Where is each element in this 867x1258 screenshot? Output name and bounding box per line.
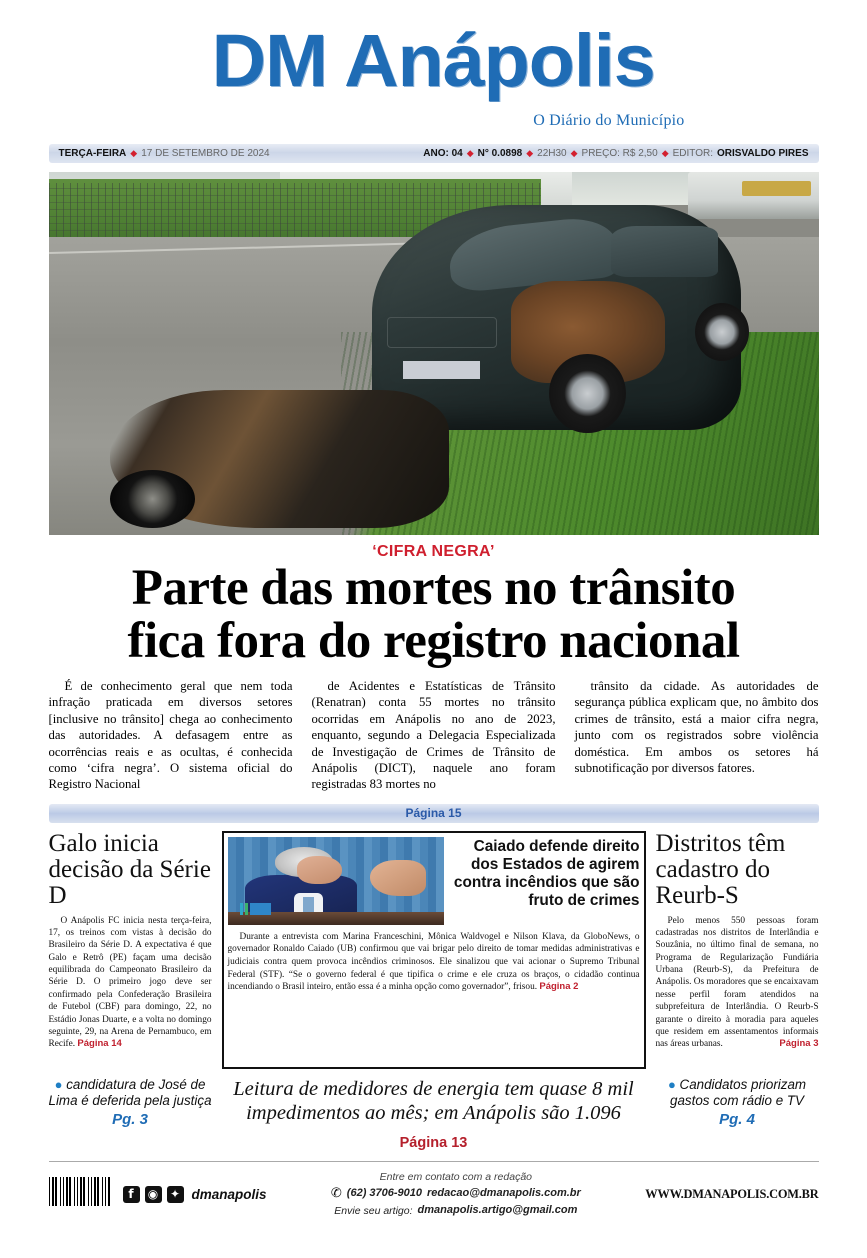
lead-column-3 (575, 678, 819, 793)
story-right (656, 831, 819, 1069)
photo-car-grille (387, 317, 497, 348)
bottom-teasers-row (49, 1077, 819, 1151)
price-label: PREÇO: R$ 2,50 (581, 148, 658, 159)
secondary-stories-row (49, 831, 819, 1069)
story-center-body-wrap (228, 931, 640, 994)
article-email[interactable]: dmanapolis.artigo@gmail.com (417, 1204, 578, 1217)
website-url[interactable]: WWW.DMANAPOLIS.COM.BR (645, 1186, 819, 1201)
teaser-left-text: candidatura de José de Lima é deferida pela justiça (48, 1076, 212, 1108)
editor-name: ORISVALDO PIRES (717, 148, 809, 159)
story-left-text: O Anápolis FC inicia nesta terça-feira, 17, os treinos com vistas à decisão do Brasileiro da Série D. A expectativa é que Galo e Retrô (PE) façam uma decisão equilibrada do Campeonato Brasileiro da Série D. O primeiro jogo deve ser confirmado pela Confederação Brasileira de Futebol (CBF) para domingo, 22, no Estádio Jonas Duarte, e a volta no domingo seguinte, 29, na Arena de Pernambuco, em Recife. (48, 915, 212, 1050)
story-center (222, 831, 646, 1069)
story-left (49, 831, 212, 1069)
lead-story-kicker: ‘CIFRA NEGRA’ (372, 543, 495, 560)
story-left-body (49, 915, 212, 1051)
photo-bus-stripe (742, 181, 811, 196)
masthead (0, 0, 867, 140)
diamond-separator-icon: ◆ (130, 148, 138, 158)
story-center-body (228, 931, 640, 994)
contact-email[interactable]: redacao@dmanapolis.com.br (427, 1187, 581, 1200)
edition-time: 22H30 (537, 148, 567, 159)
twitter-icon[interactable]: ✦ (167, 1186, 184, 1203)
page-footer (49, 1161, 819, 1219)
editor-label: EDITOR: (672, 148, 713, 159)
contact-article-row (331, 1203, 581, 1219)
article-label: Envie seu artigo: (334, 1204, 413, 1217)
photo-motorcycle-wheel (110, 470, 195, 528)
story-right-headline: Distritos têm cadastro do Reurb-S (655, 829, 786, 909)
story-center-body-column (228, 931, 640, 994)
contact-heading: Entre em contato com a redação (379, 1170, 533, 1183)
lead-column-1 (49, 678, 293, 793)
instagram-icon[interactable]: ◉ (145, 1186, 162, 1203)
footer-contact-group (331, 1170, 581, 1219)
newspaper-title: DM Anápolis (211, 19, 656, 102)
diamond-separator-icon: ◆ (570, 148, 578, 158)
lead-story-columns (49, 678, 819, 793)
teaser-right[interactable] (656, 1077, 819, 1130)
lead-paragraph: de Acidentes e Estatísticas de Trânsito (Renatran) conta 55 mortes no trânsito ocorridas em Anápolis no ano de 2023, enquanto, segundo a Delegacia Especializada de Investigação de Crimes de Trânsito de Anápolis (DICT), naquele ano foram registradas 83 mortes no (311, 679, 556, 792)
teaser-center-page-ref[interactable]: Página 13 (399, 1134, 468, 1151)
teaser-right-text: Candidatos priorizam gastos com rádio e TV (670, 1076, 807, 1108)
story-center-page-ref[interactable]: Página 2 (539, 981, 579, 993)
photo-car-rear-wheel (695, 303, 749, 361)
logo-wrap (49, 19, 819, 129)
headline-line-2: fica fora do registro nacional (127, 612, 740, 669)
whatsapp-icon[interactable]: ✆ (330, 1185, 342, 1201)
photo-bus (688, 172, 819, 219)
story-right-text: Pelo menos 550 pessoas foram cadastradas nos distritos de Interlândia e Souzânia, no último final de semana, no Programa de Regularização Fundiária Urbana (Reurb-S), da Prefeitura de Anápolis. Os moradores que se encaixavam nesse perfil foram atendidos na subprefeitura de Interlândia. O Reurb-S garante o direito à moradia para aqueles que residem em assentamentos informais nas áreas urbanas. (655, 915, 819, 1050)
teaser-center-line-2: impedimentos ao mês; em Anápolis são 1.096 (246, 1102, 621, 1125)
diamond-separator-icon: ◆ (466, 148, 474, 158)
teaser-left-page-ref[interactable]: Pg. 3 (112, 1111, 148, 1129)
teaser-center-line-1: Leitura de medidores de energia tem quase 8 mil (233, 1077, 634, 1100)
social-icons-group (123, 1186, 267, 1203)
issue-number: N° 0.0898 (477, 148, 523, 159)
year-label: ANO: 04 (423, 148, 463, 159)
story-center-photo (228, 837, 444, 925)
contact-phone-row (331, 1185, 581, 1203)
photo-license-plate (403, 361, 480, 379)
lead-paragraph: É de conhecimento geral que nem toda infração praticada em diversos setores [inclusive no trânsito] chega ao conhecimento das autoridades. A defasagem entre as ocorrências reais e as ocultas, é conhecida como ‘cifra negra’. O sistema oficial do Registro Nacional (48, 679, 293, 792)
photo-car-window (611, 226, 719, 277)
bullet-icon: ● (667, 1076, 676, 1092)
lead-story-photo (49, 172, 819, 535)
newspaper-subtitle: O Diário do Município (533, 112, 685, 129)
story-left-body-wrap (49, 915, 212, 1051)
issue-date: 17 DE SETEMBRO DE 2024 (141, 148, 270, 159)
lead-paragraph: trânsito da cidade. As autoridades de segurança pública explicam que, no âmbito dos crimes de trânsito, está a maior cifra negra, junto com os registrados sobre violência doméstica. Em ambos os setores há subnotificação por diversos fatores. (574, 679, 819, 775)
lead-story-headline (49, 562, 819, 667)
contact-phone[interactable]: (62) 3706-9010 (346, 1187, 423, 1200)
photo-hand (370, 860, 426, 897)
diamond-separator-icon: ◆ (661, 148, 669, 158)
story-center-text: Durante a entrevista com Marina Franceschini, Mônica Waldvogel e Nilson Klava, da GloboNews, o governador Ronaldo Caiado (UB) confirmou que vai brigar pelo direito de tomar medidas administrativas e judiciais contra quem provoca incêndios criminosos. Ele sinalizou que vai acionar o Supremo Tribunal Federal (STF). “Se o governo federal é que tipifica o crime e ele cruza os braços, o cidadão continua incendiando o Brasil inteiro, então essa é a minha opção como governador”, frisou. (227, 931, 640, 993)
lead-story-page-ref-bar[interactable]: Página 15 (49, 804, 819, 823)
photo-car-front-wheel (549, 354, 626, 434)
teaser-left[interactable] (49, 1077, 212, 1130)
weekday-label: TERÇA-FEIRA (58, 148, 127, 159)
date-info-bar (49, 144, 819, 163)
lead-column-2 (312, 678, 556, 793)
photo-face (297, 856, 342, 884)
story-center-box (222, 831, 646, 1069)
datebar-right-group (423, 148, 808, 159)
barcode-icon (49, 1177, 111, 1211)
story-right-page-ref[interactable]: Página 3 (779, 1038, 819, 1050)
bullet-icon: ● (54, 1076, 63, 1092)
story-center-headline: Caiado defende direito dos Estados de agirem contra incêndios que são fruto de crimes (453, 837, 640, 909)
teaser-center[interactable] (218, 1077, 650, 1151)
datebar-left-group (59, 148, 270, 159)
footer-left-group (49, 1177, 267, 1211)
teaser-right-text-wrap (656, 1077, 819, 1110)
story-left-headline: Galo inicia decisão da Série D (48, 829, 211, 909)
story-right-body (656, 915, 819, 1051)
social-handle: dmanapolis (191, 1186, 267, 1202)
story-left-page-ref[interactable]: Página 14 (77, 1038, 122, 1050)
story-right-body-wrap (656, 915, 819, 1051)
facebook-icon[interactable]: f (123, 1186, 140, 1203)
photo-pen-holder (240, 903, 270, 915)
teaser-right-page-ref[interactable]: Pg. 4 (719, 1111, 755, 1129)
headline-line-1: Parte das mortes no trânsito (131, 560, 736, 616)
teaser-left-text-wrap (49, 1077, 212, 1110)
story-center-top (228, 837, 640, 925)
diamond-separator-icon: ◆ (526, 148, 534, 158)
